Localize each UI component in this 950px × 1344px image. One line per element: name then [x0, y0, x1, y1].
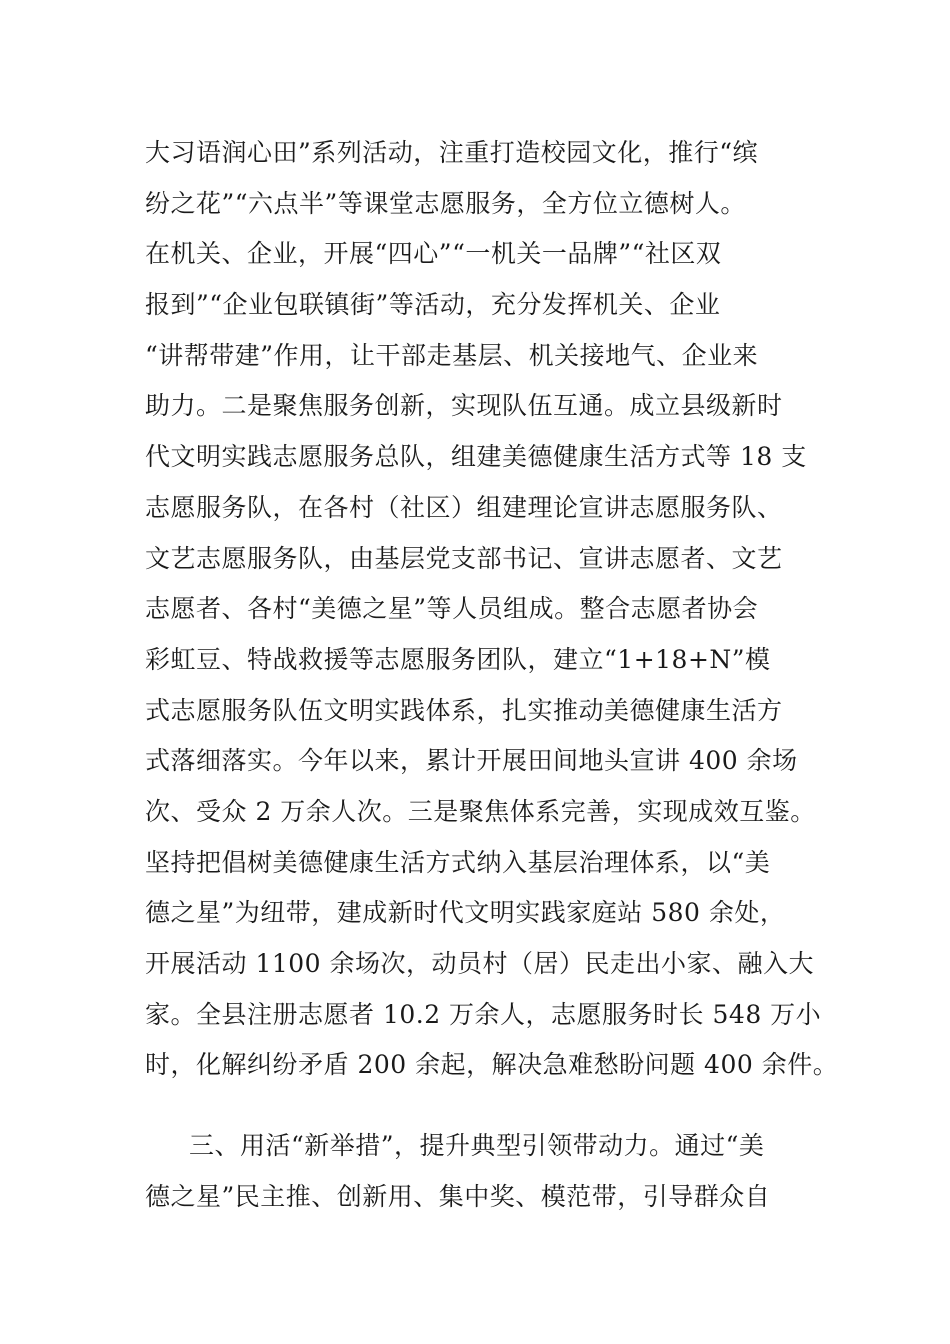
paragraph-2 [145, 1121, 835, 1222]
text-line: 次、受众 2 万余人次。三是聚焦体系完善，实现成效互鉴。 [145, 796, 816, 826]
text-line: 开展活动 1100 余场次，动员村（居）民走出小家、融入大 [145, 949, 815, 978]
text-line: 代文明实践志愿服务总队，组建美德健康生活方式等 18 支 [145, 442, 807, 472]
text-line: 纷之花”“六点半”等课堂志愿服务，全方位立德树人。 [145, 188, 746, 218]
text-line: 志愿服务队，在各村（社区）组建理论宣讲志愿服务队、 [145, 492, 783, 522]
text-line: 式落细落实。今年以来，累计开展田间地头宣讲 400 余场 [145, 746, 798, 776]
text-line: 德之星”为纽带，建成新时代文明实践家庭站 580 余处， [145, 898, 786, 928]
text-line: 家。全县注册志愿者 10.2 万余人，志愿服务时长 548 万小 [145, 999, 822, 1029]
text-line: 助力。二是聚焦服务创新，实现队伍互通。成立县级新时 [145, 391, 783, 421]
paragraph-1 [145, 128, 839, 1091]
text-line: 文艺志愿服务队，由基层党支部书记、宣讲志愿者、文艺 [145, 543, 783, 573]
text-line: 在机关、企业，开展“四心”“一机关一品牌”“社区双 [145, 239, 722, 269]
text-line: 德之星”民主推、创新用、集中奖、模范带，引导群众自 [145, 1181, 771, 1211]
text-line: 时，化解纠纷矛盾 200 余起，解决急难愁盼问题 400 余件。 [145, 1050, 839, 1080]
text-line: 志愿者、各村“美德之星”等人员组成。整合志愿者协会 [145, 594, 759, 624]
text-line: 式志愿服务队伍文明实践体系，扎实推动美德健康生活方 [145, 695, 783, 725]
text-line: 彩虹豆、特战救援等志愿服务团队，建立“1+18+N”模 [145, 644, 771, 674]
text-line: 报到”“企业包联镇街”等活动，充分发挥机关、企业 [145, 290, 721, 320]
text-line: 大习语润心田”系列活动，注重打造校园文化，推行“缤 [145, 138, 759, 167]
text-line: 坚持把倡树美德健康生活方式纳入基层治理体系，以“美 [145, 847, 771, 877]
text-line: “讲帮带建”作用，让干部走基层、机关接地气、企业来 [145, 340, 759, 370]
text-line: 三、用活“新举措”，提升典型引领带动力。通过“美 [189, 1131, 765, 1160]
